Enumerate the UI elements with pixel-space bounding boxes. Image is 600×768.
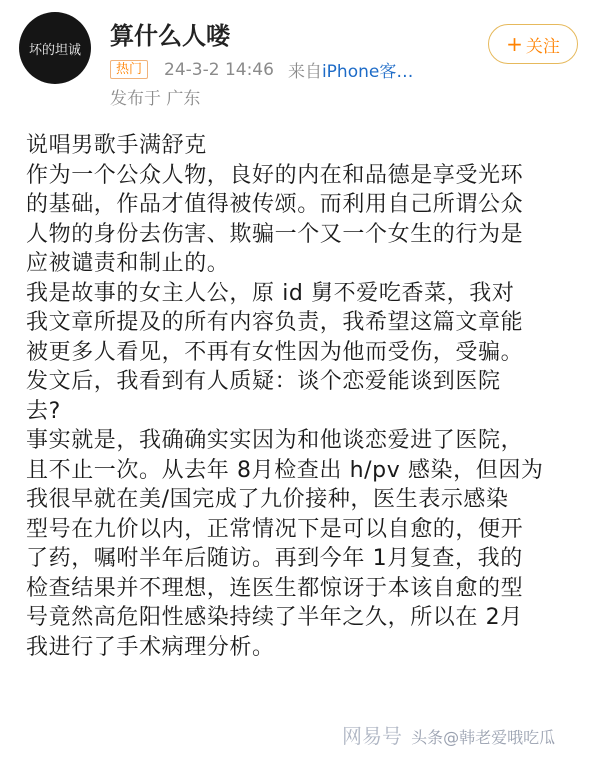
post-text-line: 了药，嘱咐半年后随访。再到今年 1月复查，我的 (26, 546, 523, 571)
username[interactable]: 算什么人喽 (110, 22, 230, 50)
post-text-line: 作为一个公众人物，良好的内在和品德是享受光环 (26, 162, 524, 188)
source-prefix: 来自 (287, 62, 322, 82)
watermark-text: 头条@韩老爱哦吃瓜 (411, 728, 556, 747)
watermark-brand: 网易号 (342, 724, 402, 748)
avatar[interactable] (19, 12, 91, 84)
post-header (0, 0, 600, 120)
source-link[interactable]: iPhone客… (321, 62, 414, 82)
post-text-line: 去? (26, 398, 61, 424)
post-text-line: 说唱男歌手满舒克 (26, 133, 207, 158)
post-text-line: 我是故事的女主人公，原 id 舅不爱吃香菜，我对 (26, 280, 515, 306)
post-text-line: 事实就是，我确确实实因为和他谈恋爱进了医院， (26, 428, 524, 453)
post-time: 24-3-2 14:46 (164, 59, 274, 80)
post-text-line: 应被谴责和制止的。 (26, 251, 230, 276)
post-text-line: 的基础，作品才值得被传颂。而利用自己所谓公众 (26, 192, 524, 217)
post-text-line: 人物的身份去伤害、欺骗一个又一个女生的行为是 (26, 221, 524, 247)
post-meta (110, 57, 413, 82)
post-text-line: 我进行了手术病理分析。 (26, 634, 275, 660)
post-location: 发布于 广东 (110, 89, 201, 109)
post-text-line: 我很早就在美/国完成了九价接种，医生表示感染 (26, 487, 509, 512)
post-text-line: 型号在九价以内，正常情况下是可以自愈的，便开 (26, 516, 524, 542)
post-text-line: 检查结果并不理想，连医生都惊讶于本该自愈的型 (26, 575, 524, 601)
plus-icon: + (506, 32, 523, 56)
post-text-line: 被更多人看见，不再有女性因为他而受伤，受骗。 (26, 339, 524, 365)
follow-button[interactable] (488, 24, 578, 64)
hot-badge: 热门 (110, 60, 148, 79)
post-text-line: 号竟然高危阳性感染持续了半年之久，所以在 2月 (26, 605, 523, 630)
watermark (342, 720, 555, 749)
post-text-line: 且不止一次。从去年 8月检查出 h/pv 感染，但因为 (26, 457, 544, 483)
follow-label: 关注 (525, 36, 560, 57)
post-content (26, 131, 586, 662)
avatar-text: 坏的坦诚 (28, 42, 81, 58)
post-text-line: 发文后，我看到有人质疑：谈个恋爱能谈到医院 (26, 369, 501, 394)
post-text-line: 我文章所提及的所有内容负责，我希望这篇文章能 (26, 310, 524, 335)
